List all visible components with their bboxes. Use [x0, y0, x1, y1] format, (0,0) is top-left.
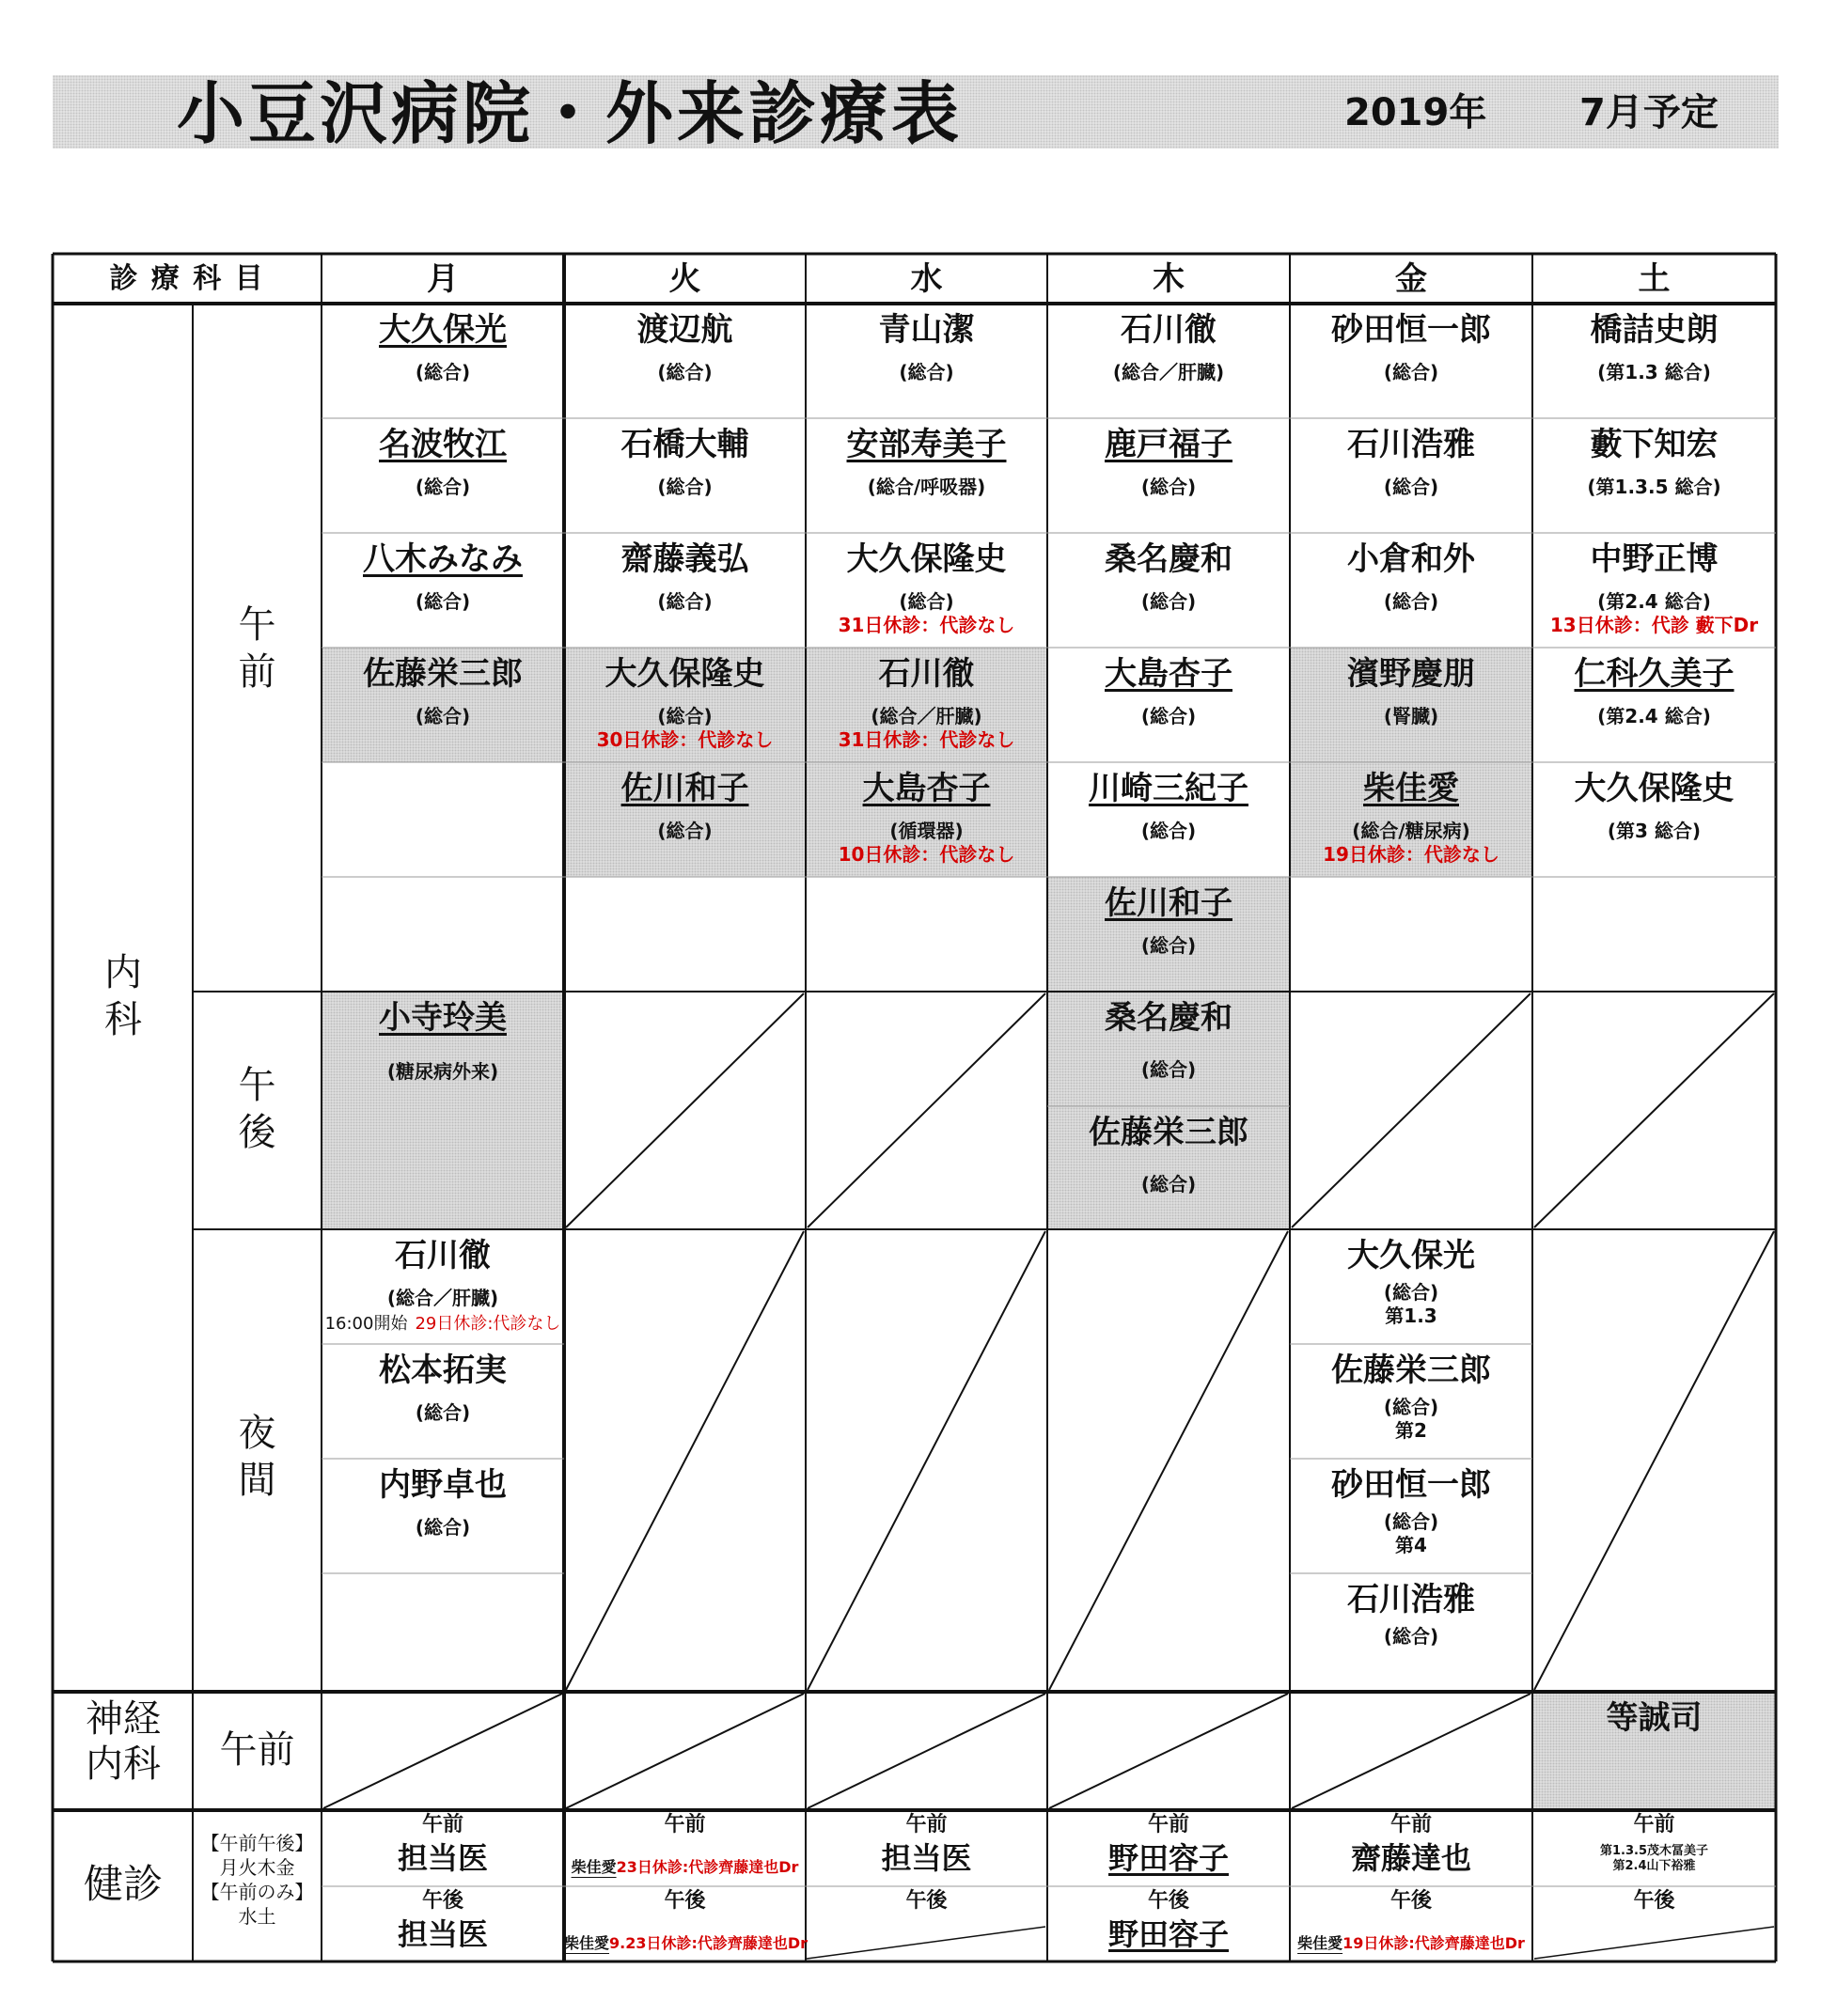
- kenshin-cell: [564, 1810, 806, 1886]
- specialty: (総合): [415, 590, 471, 613]
- doctor-name: 青山潔: [878, 311, 975, 349]
- grid-line: [566, 993, 804, 1227]
- absence-note: 19日休診:代診齊藤達也Dr: [1342, 1934, 1525, 1952]
- kenshin-cell: [1290, 1886, 1532, 1962]
- doctor-name: 小倉和外: [1347, 540, 1475, 578]
- doctor-cell: [1290, 1229, 1532, 1344]
- day-header-thu: 木: [1153, 260, 1185, 298]
- specialty: (総合): [1383, 1396, 1439, 1418]
- period-pm: 午 後: [238, 1064, 276, 1154]
- start-time: 16:00開始: [324, 1314, 408, 1334]
- schedule-year: 2019年: [1344, 91, 1487, 134]
- specialty: (総合): [1383, 590, 1439, 613]
- specialty: (総合): [1383, 1281, 1439, 1304]
- specialty: (総合): [657, 476, 713, 498]
- specialty: (第2.4 総合): [1597, 590, 1711, 613]
- doctor-cell: [1047, 304, 1290, 418]
- specialty: (総合): [1140, 820, 1197, 842]
- doctor-name: 石橋大輔: [620, 426, 749, 463]
- doctor-name: 佐川和子: [1105, 884, 1232, 922]
- doctor-cell: [806, 533, 1047, 648]
- specialty: (第3 総合): [1607, 820, 1702, 842]
- doctor-name: 石川徹: [878, 655, 975, 693]
- doctor-name: 石川浩雅: [1347, 1581, 1475, 1618]
- doctor-name: 砂田恒一郎: [1331, 311, 1491, 349]
- doctor-name: 齋藤達也: [1350, 1840, 1471, 1876]
- doctor-name: 渡辺航: [636, 311, 733, 349]
- doctor-name: 担当医: [397, 1916, 488, 1952]
- doctor-cell: [1532, 533, 1776, 648]
- doctor-cell: [1290, 1573, 1532, 1688]
- specialty: (総合): [1140, 934, 1197, 957]
- doctor-cell: [1532, 648, 1776, 762]
- doctor-name: 佐藤栄三郎: [363, 655, 523, 693]
- doctor-cell: [1290, 304, 1532, 418]
- doctor-name: 松本拓実: [379, 1352, 507, 1389]
- week-note: 第2: [1395, 1419, 1427, 1442]
- doctor-cell: [1047, 1106, 1290, 1221]
- doctor-cell: [1290, 533, 1532, 648]
- doctor-cell: [564, 304, 806, 418]
- doctor-cell: [1532, 762, 1776, 877]
- kenshin-cell: [1290, 1810, 1532, 1886]
- doctor-name: 大島杏子: [862, 770, 991, 807]
- specialty: (総合): [415, 361, 471, 383]
- doctor-name: 内野卓也: [379, 1466, 507, 1504]
- grid-line: [1292, 1694, 1531, 1808]
- doctor-cell: [322, 992, 564, 1180]
- period-label: 午後: [1147, 1889, 1189, 1913]
- grid-line: [566, 1231, 804, 1690]
- day-header-mon: 月: [427, 260, 459, 298]
- sat-kenshin-line2: 第2.4山下裕雅: [1612, 1859, 1696, 1873]
- kenshin-cell: [1047, 1886, 1290, 1962]
- specialty: (第1.3.5 総合): [1587, 476, 1721, 498]
- doctor-name: 大島杏子: [1105, 655, 1232, 693]
- absence-note: 23日休診:代診齊藤達也Dr: [616, 1858, 799, 1876]
- absence-note: 31日休診：代診なし: [838, 614, 1015, 636]
- doctor-name: 大久保隆史: [846, 540, 1007, 578]
- doctor-cell: [806, 648, 1047, 762]
- dept-naika: 内 科: [104, 951, 142, 1041]
- doctor-name: 藪下知宏: [1590, 426, 1719, 463]
- grid-line: [808, 1231, 1045, 1690]
- grid-line: [566, 1694, 804, 1808]
- doctor-cell: [564, 418, 806, 533]
- dept-kenshin: 健診: [83, 1861, 163, 1907]
- doctor-cell: [322, 533, 564, 648]
- doctor-name: 等誠司: [1606, 1699, 1703, 1737]
- absence-note: 31日休診：代診なし: [838, 728, 1015, 751]
- period-shinkei-am: 午前: [219, 1728, 295, 1772]
- absence-note: 29日休診:代診なし: [415, 1314, 561, 1334]
- doctor-name: 安部寿美子: [846, 426, 1007, 463]
- doctor-cell: [322, 1344, 564, 1459]
- doctor-cell: [1290, 648, 1532, 762]
- doctor-name: 佐藤栄三郎: [1089, 1114, 1248, 1151]
- substitute-note: [564, 1855, 806, 1877]
- grid-line: [323, 1694, 562, 1808]
- specialty: (総合): [1140, 1173, 1197, 1196]
- period-label: 午前: [1633, 1813, 1675, 1836]
- specialty: (総合/糖尿病): [1352, 820, 1470, 842]
- specialty: (腎臓): [1383, 705, 1439, 727]
- period-night: 夜 間: [238, 1412, 276, 1502]
- doctor-name: 中野正博: [1590, 540, 1719, 578]
- specialty: (総合): [657, 590, 713, 613]
- kenshin-cell: [564, 1886, 806, 1962]
- night-note: [322, 1314, 564, 1335]
- doctor-name: 石川徹: [1121, 311, 1217, 349]
- doctor-cell: [1047, 418, 1290, 533]
- kenshin-cell: [806, 1886, 1047, 1962]
- specialty: (総合／肝臓): [1112, 361, 1225, 383]
- doctor-cell: [1047, 992, 1290, 1106]
- doctor-name: 柴佳愛: [1297, 1934, 1343, 1952]
- period-am: 午 前: [238, 603, 276, 694]
- specialty: (循環器): [889, 820, 964, 842]
- doctor-cell: [322, 1229, 564, 1344]
- kenshin-cell: [806, 1810, 1047, 1886]
- doctor-cell: [322, 1459, 564, 1573]
- specialty: (総合): [657, 820, 713, 842]
- doctor-name: 佐川和子: [620, 770, 749, 807]
- period-label: 午前: [1389, 1813, 1432, 1836]
- doctor-cell: [806, 762, 1047, 877]
- doctor-cell: [322, 648, 564, 762]
- page-title: 小豆沢病院・外来診療表: [177, 74, 964, 153]
- absence-note: 9.23日休診:代診齊藤達也Dr: [609, 1934, 808, 1952]
- doctor-cell: [1290, 762, 1532, 877]
- doctor-cell: [1532, 418, 1776, 533]
- specialty: (総合): [1383, 1510, 1439, 1533]
- specialty: (総合): [1383, 361, 1439, 383]
- kenshin-schedule-line3: 【午前のみ】: [200, 1881, 314, 1903]
- period-label: 午後: [1389, 1889, 1432, 1913]
- specialty: (総合): [1140, 590, 1197, 613]
- period-label: 午前: [421, 1813, 463, 1836]
- specialty: (総合): [1383, 476, 1439, 498]
- kenshin-cell: [322, 1810, 564, 1886]
- substitute-note: [1290, 1931, 1532, 1953]
- dept-header: 診 療 科 目: [109, 262, 265, 295]
- doctor-name: 砂田恒一郎: [1331, 1466, 1491, 1504]
- doctor-name: 石川浩雅: [1347, 426, 1475, 463]
- doctor-cell: [322, 304, 564, 418]
- doctor-name: 小寺玲美: [379, 999, 507, 1037]
- doctor-name: 担当医: [881, 1840, 972, 1876]
- day-header-sat: 土: [1638, 260, 1671, 298]
- doctor-name: 濱野慶朋: [1347, 655, 1475, 693]
- specialty: (総合): [1140, 476, 1197, 498]
- sat-kenshin-line1: 第1.3.5茂木冨美子: [1599, 1844, 1708, 1858]
- dept-shinkei: 神経 内科: [86, 1697, 161, 1786]
- period-label: 午前: [664, 1813, 706, 1836]
- specialty: (総合): [415, 1401, 471, 1424]
- specialty: (総合): [899, 590, 954, 613]
- doctor-cell: [564, 648, 806, 762]
- week-note: 第1.3: [1385, 1305, 1437, 1327]
- period-label: 午後: [905, 1889, 948, 1913]
- doctor-cell: [322, 418, 564, 533]
- doctor-cell: [564, 762, 806, 877]
- grid-line: [808, 993, 1045, 1227]
- doctor-cell: [1290, 1344, 1532, 1459]
- grid-line: [1049, 1694, 1288, 1808]
- doctor-name: 鹿戸福子: [1105, 426, 1232, 463]
- substitute-note: [564, 1931, 806, 1953]
- doctor-name: 橋詰史朗: [1590, 311, 1719, 349]
- specialty: (総合): [415, 705, 471, 727]
- doctor-name: 川崎三紀子: [1089, 770, 1248, 807]
- specialty: (糖尿病外来): [386, 1060, 499, 1083]
- doctor-name: 佐藤栄三郎: [1331, 1352, 1491, 1389]
- period-label: 午後: [1633, 1889, 1675, 1913]
- specialty: (総合): [899, 361, 954, 383]
- doctor-name: 大久保隆史: [1574, 770, 1735, 807]
- specialty: (総合): [657, 705, 713, 727]
- grid-line: [1292, 993, 1531, 1227]
- specialty: (総合／肝臓): [386, 1287, 499, 1309]
- doctor-cell: [1290, 1459, 1532, 1573]
- grid-line: [808, 1694, 1045, 1808]
- period-label: 午後: [421, 1889, 463, 1913]
- doctor-name: 仁科久美子: [1574, 655, 1735, 693]
- specialty: (総合): [1140, 1058, 1197, 1081]
- doctor-name: 担当医: [397, 1840, 488, 1876]
- schedule-month: 7月予定: [1579, 91, 1719, 134]
- doctor-name: 桑名慶和: [1105, 540, 1232, 578]
- doctor-cell: [1047, 877, 1290, 992]
- doctor-name: 齋藤義弘: [620, 540, 749, 578]
- specialty: (総合/呼吸器): [867, 476, 986, 498]
- doctor-name: 大久保光: [1347, 1237, 1475, 1274]
- period-label: 午後: [664, 1889, 706, 1913]
- specialty: (第2.4 総合): [1597, 705, 1711, 727]
- doctor-name: 野田容子: [1107, 1840, 1229, 1876]
- kenshin-schedule-line2: 月火木金: [219, 1856, 295, 1879]
- week-note: 第4: [1395, 1534, 1427, 1556]
- doctor-name: 名波牧江: [379, 426, 507, 463]
- doctor-name: 桑名慶和: [1105, 999, 1232, 1037]
- day-header-tue: 火: [668, 260, 701, 298]
- doctor-name: 八木みなみ: [363, 540, 523, 578]
- doctor-cell: [1047, 762, 1290, 877]
- doctor-name: 大久保隆史: [604, 655, 765, 693]
- doctor-cell: [564, 533, 806, 648]
- doctor-cell: [1532, 1692, 1776, 1810]
- period-label: 午前: [905, 1813, 948, 1836]
- day-header-wed: 水: [910, 260, 943, 298]
- doctor-name: 柴佳愛: [1363, 770, 1459, 807]
- day-header-fri: 金: [1395, 260, 1427, 298]
- specialty: (総合): [1383, 1625, 1439, 1648]
- doctor-name: 石川徹: [395, 1237, 491, 1274]
- doctor-name: 大久保光: [379, 311, 507, 349]
- grid-line: [1049, 1231, 1288, 1690]
- doctor-cell: [1047, 648, 1290, 762]
- doctor-name: 柴佳愛: [564, 1934, 610, 1952]
- kenshin-schedule-line4: 水土: [238, 1905, 276, 1928]
- doctor-cell: [1047, 533, 1290, 648]
- kenshin-schedule-line1: 【午前午後】: [200, 1832, 314, 1854]
- doctor-name: 野田容子: [1107, 1916, 1229, 1952]
- doctor-name: 柴佳愛: [571, 1858, 617, 1876]
- absence-note: 30日休診：代診なし: [596, 728, 774, 751]
- specialty: (総合): [415, 1516, 471, 1539]
- specialty: (総合): [1140, 705, 1197, 727]
- doctor-cell: [1290, 418, 1532, 533]
- doctor-cell: [806, 418, 1047, 533]
- period-label: 午前: [1147, 1813, 1189, 1836]
- kenshin-cell: [1532, 1810, 1776, 1886]
- specialty: (第1.3 総合): [1597, 361, 1711, 383]
- absence-note: 13日休診：代診 藪下Dr: [1549, 614, 1759, 636]
- doctor-cell: [806, 304, 1047, 418]
- grid-line: [1534, 993, 1774, 1227]
- absence-note: 19日休診：代診なし: [1323, 843, 1499, 866]
- specialty: (総合): [415, 476, 471, 498]
- absence-note: 10日休診：代診なし: [838, 843, 1015, 866]
- kenshin-cell: [322, 1886, 564, 1962]
- doctor-cell: [1532, 304, 1776, 418]
- kenshin-cell: [1047, 1810, 1290, 1886]
- specialty: (総合／肝臓): [871, 705, 982, 727]
- kenshin-cell: [1532, 1886, 1776, 1962]
- grid-line: [1534, 1231, 1774, 1690]
- specialty: (総合): [657, 361, 713, 383]
